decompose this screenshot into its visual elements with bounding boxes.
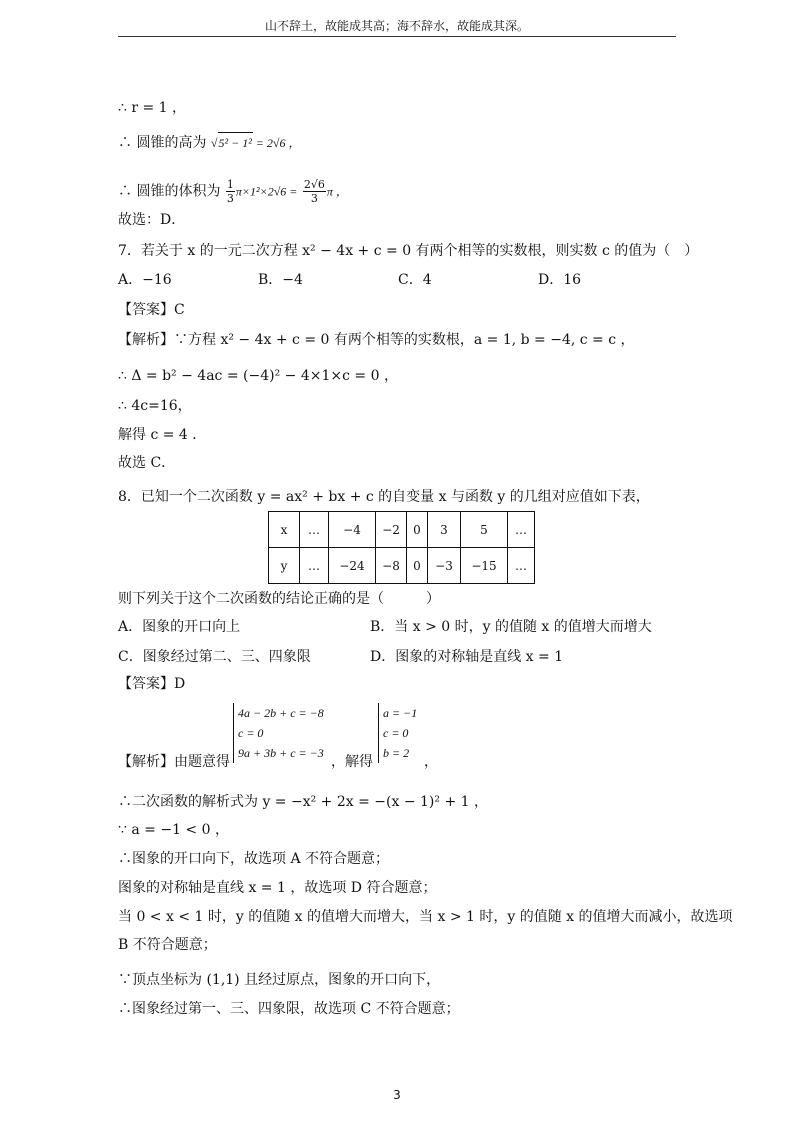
option-a: A．图象的开口向上 [118, 619, 241, 635]
text-line: ∴图象的开口向下，故选项 A 不符合题意； [118, 851, 390, 867]
text-line: ∴ 4c=16， [118, 398, 192, 414]
table-cell: … [300, 512, 329, 548]
option-b: B．当 x > 0 时，y 的值随 x 的值增大而增大 [370, 619, 652, 635]
text-line: ∵ a = −1 < 0 ， [118, 822, 229, 838]
text-span: ∴ 圆锥的高为 [118, 135, 207, 151]
text-line: B 不符合题意； [118, 937, 217, 953]
question-8: 8．已知一个二次函数 y = ax² + bx + c 的自变量 x 与函数 y 的几组对应值如下表， [118, 489, 650, 505]
equation: a = −1 [383, 706, 418, 720]
sqrt-expr: 5² − 1² [218, 132, 253, 153]
table-cell: 0 [407, 512, 428, 548]
text-line: 则下列关于这个二次函数的结论正确的是（ ） [118, 591, 440, 607]
table-cell: −15 [461, 548, 508, 584]
text-line: 当 0 < x < 1 时，y 的值随 x 的值增大而增大，当 x > 1 时，y 的值随 x 的值增大而减小，故选项 [118, 909, 733, 925]
equation: c = 0 [238, 726, 264, 740]
solution-system [378, 703, 417, 763]
option-c: C．4 [398, 272, 432, 288]
equation-system [233, 703, 324, 763]
table-cell: … [508, 548, 535, 584]
option-c: C．图象经过第二、三、四象限 [118, 649, 311, 665]
table-row [269, 548, 535, 584]
text-line: ∴ 圆锥的高为 √5² − 1² = 2√6 ， [118, 132, 300, 153]
option-b: B．−4 [258, 272, 303, 288]
fraction-den: 3 [310, 192, 318, 205]
text-line: 解得 c = 4 ． [118, 427, 207, 443]
text-span: ，解得 [331, 754, 373, 770]
text-line: ∴二次函数的解析式为 y = −x² + 2x = −(x − 1)² + 1 ， [118, 794, 488, 810]
values-table [268, 511, 535, 584]
table-cell: −24 [329, 548, 376, 584]
text-span: = 2√6 ， [252, 136, 301, 150]
table-cell: … [300, 548, 329, 584]
text-line: ∵顶点坐标为 (1,1) 且经过原点，图象的开口向下， [118, 972, 441, 988]
table-cell: −8 [376, 548, 407, 584]
fraction [303, 178, 326, 205]
equation: b = 2 [383, 746, 410, 760]
page-header: 山不辞土，故能成其高；海不辞水，故能成其深。 [118, 18, 676, 37]
table-cell: −4 [329, 512, 376, 548]
table-cell: y [269, 548, 300, 584]
fraction-num: 2√6 [303, 178, 325, 191]
equation: 9a + 3b + c = −3 [238, 746, 324, 760]
text-line: 故选 C． [118, 455, 176, 471]
page-number: 3 [393, 1088, 401, 1102]
table-cell: … [508, 512, 535, 548]
fraction-num: 1 [226, 178, 234, 191]
equation: c = 0 [383, 726, 409, 740]
answer-7: 【答案】C [118, 302, 185, 318]
text-span: π×1²×2√6 = [235, 184, 298, 199]
table-cell: −3 [428, 548, 461, 584]
table-cell: 0 [407, 548, 428, 584]
text-line: ∴ r = 1 ， [118, 100, 187, 116]
text-line: 故选：D． [118, 212, 186, 228]
text-line: ∴图象经过第一、三、四象限，故选项 C 不符合题意； [118, 1001, 460, 1017]
option-a: A．−16 [118, 272, 172, 288]
text-line: 图象的对称轴是直线 x = 1 ，故选项 D 符合题意； [118, 880, 437, 896]
option-d: D．16 [538, 272, 582, 288]
fraction [226, 178, 235, 205]
text-span: ， [424, 754, 438, 770]
text-span: ∴ 圆锥的体积为 [118, 183, 221, 200]
text-span: 【解析】由题意得 [118, 754, 230, 770]
option-d: D．图象的对称轴是直线 x = 1 [370, 649, 564, 665]
equation: 4a − 2b + c = −8 [238, 706, 324, 720]
table-row [269, 512, 535, 548]
text-span: π ， [326, 184, 348, 199]
text-line: 【解析】∵方程 x² − 4x + c = 0 有两个相等的实数根，a = 1, b = −4, c = c ， [118, 332, 635, 348]
table-cell: −2 [376, 512, 407, 548]
table-cell: x [269, 512, 300, 548]
answer-8: 【答案】D [118, 676, 186, 692]
text-line: ∴ Δ = b² − 4ac = (−4)² − 4×1×c = 0 ， [118, 368, 398, 384]
question-7: 7．若关于 x 的一元二次方程 x² − 4x + c = 0 有两个相等的实数根，则实数 c 的值为（ ） [118, 243, 699, 259]
table-cell: 3 [428, 512, 461, 548]
table-cell: 5 [461, 512, 508, 548]
text-line [118, 178, 348, 205]
fraction-den: 3 [226, 192, 234, 205]
